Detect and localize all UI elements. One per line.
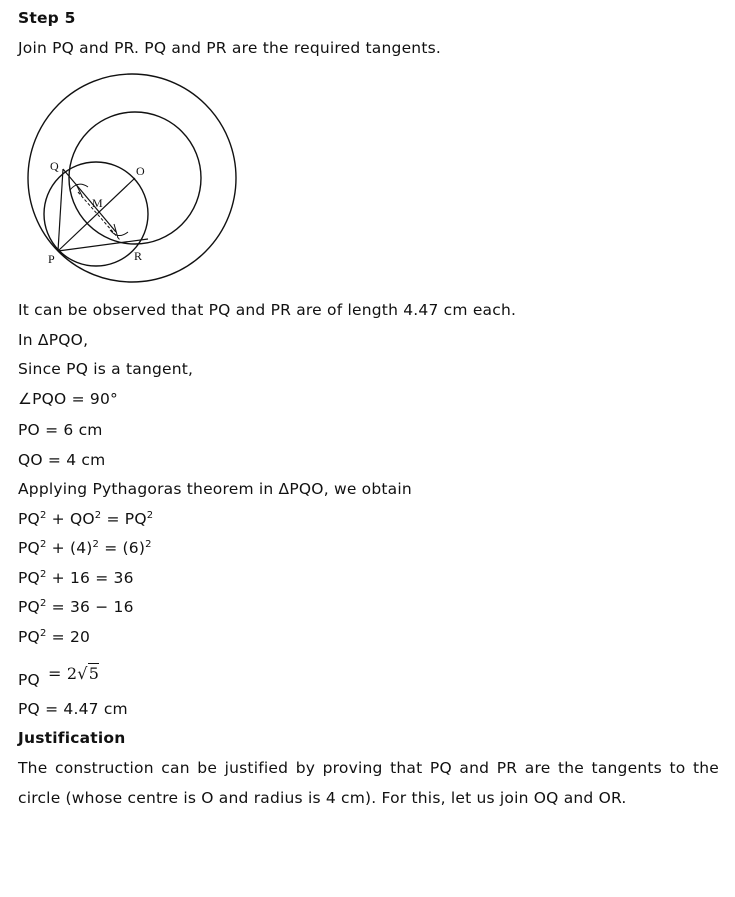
label-q: Q [50,159,59,173]
equation-7: PQ = 4.47 cm [18,700,128,718]
step-heading: Step 5 [18,9,76,27]
equation-5: $PQ^2 = 20$ [18,628,91,646]
equation-2: $PQ^2 + (4)^2 = (6)^2$ [18,539,152,557]
label-p: P [48,252,55,266]
justification-text: The construction can be justified by proving that PQ and PR are the tangents to the circle (whose centre is O and radius is 4 cm). For this, let us join OQ and OR. [18,759,719,807]
pythagoras-statement: Applying Pythagoras theorem in ΔPQO, we obtain [18,480,412,498]
justification-heading: Justification [18,729,126,747]
label-r: R [134,249,143,263]
construction-figure [18,72,243,287]
po-statement: PO = 6 cm [18,421,103,439]
angle-statement: ∠PQO = 90° [18,390,118,408]
tangent-pq [58,169,63,251]
equation-1: $PQ^2 + QO^2 = PQ^2$ [18,510,154,528]
eq6-rhs: = 2√5 [48,664,100,683]
label-o: O [136,164,145,178]
qo-statement: QO = 4 cm [18,451,106,469]
arc-line-q [63,169,116,232]
triangle-intro: In ΔPQO, [18,331,89,349]
equation-3: $PQ^2 + 16 = 36$ [18,569,134,587]
equation-4: $PQ^2 = 36 - 16$ [18,598,134,616]
intro-text: Join PQ and PR. PQ and PR are the required tangents. [18,39,442,57]
label-m: M [92,196,103,210]
arc-mark-lower [110,230,128,236]
observation-text: It can be observed that PQ and PR are of length 4.47 cm each. [18,301,517,319]
tangent-statement: Since PQ is a tangent, [18,360,194,378]
sqrt-symbol: √ [77,664,88,683]
eq6-lhs: PQ [18,671,40,689]
